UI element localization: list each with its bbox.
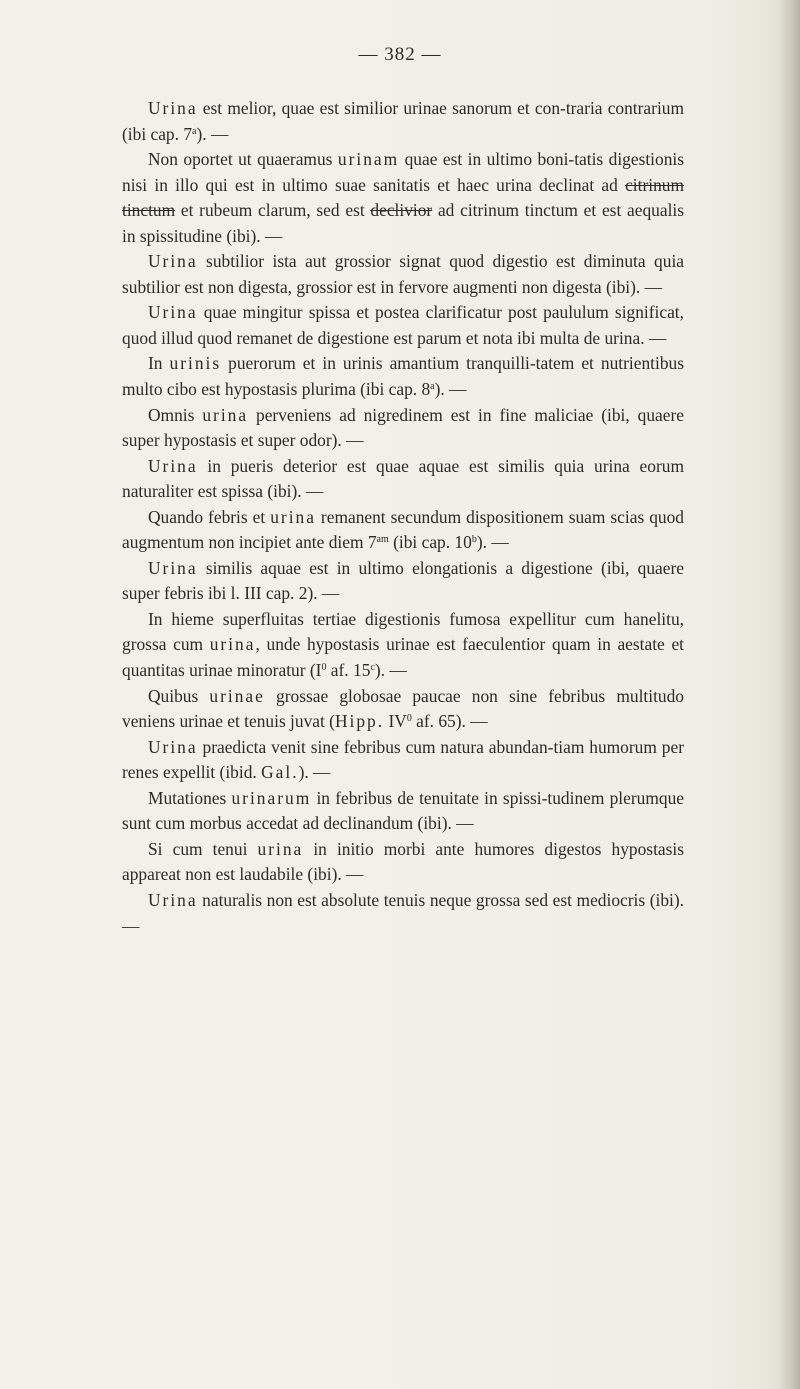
text-run: quae est in ultimo boni-tatis digestionis nisi in illo qui est in ultimo suae sanitatis et haec urina declinat ad [122,149,684,195]
superscript: a [430,381,435,393]
keyword-urina: Urina [148,557,198,578]
superscript: am [376,534,389,546]
text-run: similis aquae est in ultimo elongationis a digestione (ibi, quaere super febris ibi l. III cap. 2). — [122,557,684,604]
keyword-urina: Urina [148,98,198,118]
page-edge-shadow [778,0,800,1389]
text-run: In hieme superfluitas tertiae digestionis fumosa expellitur cum hanelitu, grossa cum [122,608,684,655]
text-run: In [148,353,170,374]
keyword-urina: Urina [148,302,198,323]
paragraph [122,607,684,684]
author-reference: Hipp. [334,711,385,732]
superscript: a [192,125,197,137]
text-run: ad citrinum tinctum et est aequalis in spissitudine (ibi). — [122,200,684,246]
text-run: in initio morbi ante humores digestos hypostasis appareat non est laudabile (ibi). — [122,838,684,885]
keyword-urina: Urina [148,251,198,272]
paragraph [122,96,684,147]
keyword-urina: Urina [148,736,198,757]
keyword-urina: urinarum [231,787,312,808]
text-run: Omnis [148,404,203,425]
text-run: ). — [298,762,331,783]
text-run: remanent secundum dispositionem suam scias quod augmentum non incipiet ante diem 7 [122,506,684,553]
text-run: ). — [434,379,467,400]
struck-word: tinctum [122,200,176,221]
text-run: Si cum tenui [148,838,258,859]
text-run: , unde hypostasis urinae est faeculentior quam in aestate et quantitas urinae minoratur (I [122,634,684,681]
keyword-urina: urinae [209,685,265,706]
superscript: 0 [406,713,412,725]
text-run: praedicta venit sine febribus cum natura abundan-tiam humorum per renes expellit (ibid. [122,736,684,783]
struck-word: citrinum [625,174,684,195]
superscript: b [471,534,477,546]
paragraph [122,351,684,402]
keyword-urina: urina [202,404,249,425]
text-run: grossae globosae paucae non sine febribus multitudo veniens urinae et tenuis juvat ( [122,685,684,732]
text-run: naturalis non est absolute tenuis neque grossa sed est mediocris (ibi). — [122,889,684,936]
text-run: Mutationes [148,787,232,808]
keyword-urina: urina [257,838,304,859]
paragraph [122,147,684,249]
text-run: Quibus [148,685,210,706]
page-number: — 382 — [358,44,442,65]
text-run: IV [384,711,407,732]
text-run: Non oportet ut quaeramus [148,149,338,170]
superscript: 0 [321,662,327,674]
author-reference: Gal. [261,762,299,783]
paragraph [122,684,684,735]
paragraph [122,888,684,939]
text-run: Quando febris et [148,506,271,527]
paragraph [122,786,684,837]
paragraph [122,249,684,300]
keyword-urina: Urina [148,889,198,910]
text-run: ). — [196,123,229,144]
paragraph [122,505,684,556]
text-run: puerorum et in urinis amantium tranquilli-tatem et nutrientibus multo cibo est hypostasis plurima (ibi cap. 8 [122,353,684,400]
paragraph [122,556,684,607]
keyword-urina: urina [209,634,256,655]
keyword-urina: urinam [337,149,400,170]
struck-word: declivior [370,200,433,221]
superscript: c [370,662,375,674]
text-run: in febribus de tenuitate in spissi-tudinem plerumque sunt cum morbus accedat ad declinandum (ibi). — [122,787,684,834]
text-run: af. 65). — [411,711,488,732]
keyword-urina: Urina [148,455,198,476]
paragraph [122,300,684,351]
text-run: subtilior ista aut grossior signat quod digestio est diminuta quia subtilior est non digesta, grossior est in fervore augmenti non digesta (ibi). — [122,251,684,297]
text-run: ). — [476,532,509,553]
text-run: est melior, quae est similior urinae sanorum et con-traria contrarium (ibi cap. 7 [122,98,684,144]
text-run: perveniens ad nigredinem est in fine maliciae (ibi, quaere super hypostasis et super odor). — [122,404,685,451]
paragraph [122,403,684,454]
body-text [122,96,684,939]
text-run: in pueris deterior est quae aquae est similis quia urina eorum naturaliter est spissa (ibi). — [122,455,684,502]
text-run: ). — [374,660,407,681]
keyword-urina: urina [270,506,316,527]
paragraph [122,454,684,505]
text-run: (ibi cap. 10 [388,532,472,553]
paragraph [122,837,684,888]
paragraph [122,735,684,786]
text-run: quae mingitur spissa et postea clarificatur post paululum significat, quod illud quod remanet de digestione est parum et nota ibi multa de urina. — [122,302,684,348]
text-run: af. 15 [326,660,371,681]
text-run: et rubeum clarum, sed est [175,200,371,221]
keyword-urina: urinis [169,353,222,374]
